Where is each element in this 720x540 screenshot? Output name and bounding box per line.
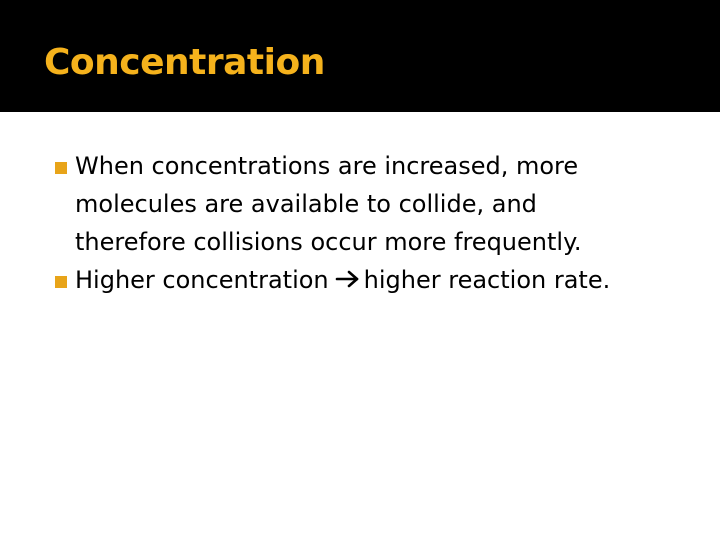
square-bullet-icon — [55, 276, 67, 288]
bullet-text — [75, 261, 610, 299]
bullet-text-before-arrow: Higher concentration — [75, 266, 329, 294]
bullet-text-after-arrow: higher reaction rate. — [363, 266, 611, 294]
slide-title: Concentration — [44, 42, 325, 83]
bullet-line: therefore collisions occur more frequently. — [75, 228, 582, 256]
square-bullet-icon — [55, 162, 67, 174]
right-arrow-icon — [335, 270, 361, 288]
bullet-text — [75, 147, 581, 261]
bullet-line: When concentrations are increased, more — [75, 152, 579, 180]
bullet-line: molecules are available to collide, and — [75, 190, 537, 218]
